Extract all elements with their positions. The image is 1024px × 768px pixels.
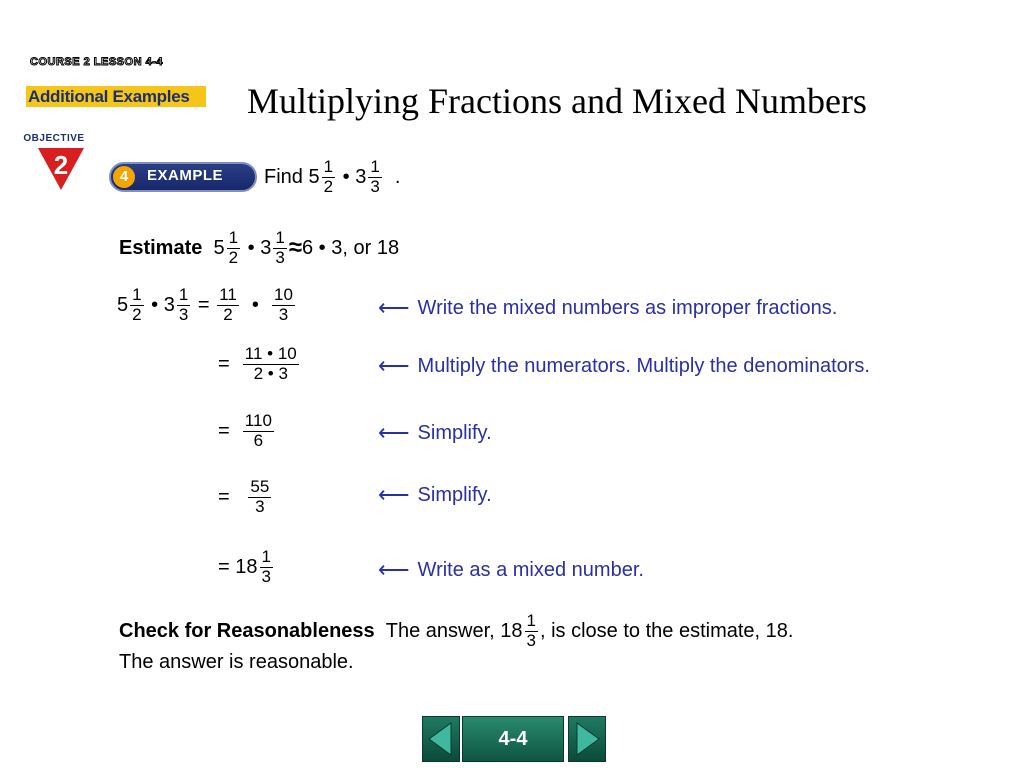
find-word: Find [264,165,303,188]
triangle-left-icon [423,717,459,761]
step-5-note: ⟵ Write as a mixed number. [378,557,644,582]
slide-number-button[interactable] [462,716,564,762]
objective-label: OBJECTIVE [23,133,85,144]
estimate-a-whole: 5 [213,236,225,259]
check-line [119,612,793,650]
step-4-math: = $\frac{55}{3}$ [218,477,270,516]
objective-number: 2 [53,150,69,180]
find-b-fraction: $\frac{1}{3}$ [370,157,380,196]
step-5-math: = 18 $\frac{1}{3}$ [218,547,271,586]
course-lesson-label: COURSE 2 LESSON 4-4 [30,56,163,68]
page-title: Multiplying Fractions and Mixed Numbers [247,81,867,121]
estimate-label: Estimate [119,236,203,259]
step-1-note: ⟵ Write the mixed numbers as improper fractions. [378,295,838,320]
step-2-math: = $\frac{11 • 10}{2 • 3}$ [218,344,297,383]
left-arrow-icon: ⟵ [378,557,410,582]
objective-triangle-icon [16,144,92,194]
step-2-note: ⟵ Multiply the numerators. Multiply the denominators. [378,353,870,378]
find-b-whole: 3 [355,165,367,188]
check-line-2: The answer is reasonable. [119,651,354,673]
find-statement [264,158,400,196]
left-arrow-icon: ⟵ [378,353,410,378]
objective-badge [16,133,92,195]
check-label: Check for Reasonableness [119,619,375,642]
find-a-whole: 5 [308,165,320,188]
step-4-note: ⟵ Simplify. [378,482,492,507]
estimate-dot: • [247,236,255,259]
left-arrow-icon: ⟵ [378,482,410,507]
additional-examples-banner: Additional Examples [26,86,206,107]
example-label: EXAMPLE [147,167,224,184]
triangle-right-icon [569,717,605,761]
estimate-result: 6 • 3, or 18 [302,236,400,259]
find-period: . [394,165,401,188]
check-text-2: , is close to the estimate, 18. [540,619,794,642]
estimate-a-fraction: $\frac{1}{2}$ [228,228,239,267]
estimate-line [119,229,399,267]
left-arrow-icon: ⟵ [378,420,410,445]
find-dot: • [342,165,350,188]
step-3-note: ⟵ Simplify. [378,420,492,445]
check-text-1: The answer, 18 [385,619,523,642]
example-number: 4 [113,166,135,188]
check-fraction: $\frac{1}{3}$ [526,611,536,650]
step-3-math: = $\frac{110}{6}$ [218,411,272,450]
find-a-fraction: $\frac{1}{2}$ [323,157,334,196]
approx-symbol: ≈ [288,234,302,262]
estimate-b-fraction: $\frac{1}{3}$ [275,228,285,267]
slide-number: 4-4 [498,727,528,750]
next-slide-button[interactable] [568,716,606,762]
step-1-math: 5 $\frac{1}{2}$ • 3 $\frac{1}{3}$ = $\frac{11}{2}$ • $\frac{10}{3}$ [117,285,293,324]
prev-slide-button[interactable] [422,716,460,762]
left-arrow-icon: ⟵ [378,295,410,320]
estimate-b-whole: 3 [260,236,272,259]
example-badge [109,162,257,192]
